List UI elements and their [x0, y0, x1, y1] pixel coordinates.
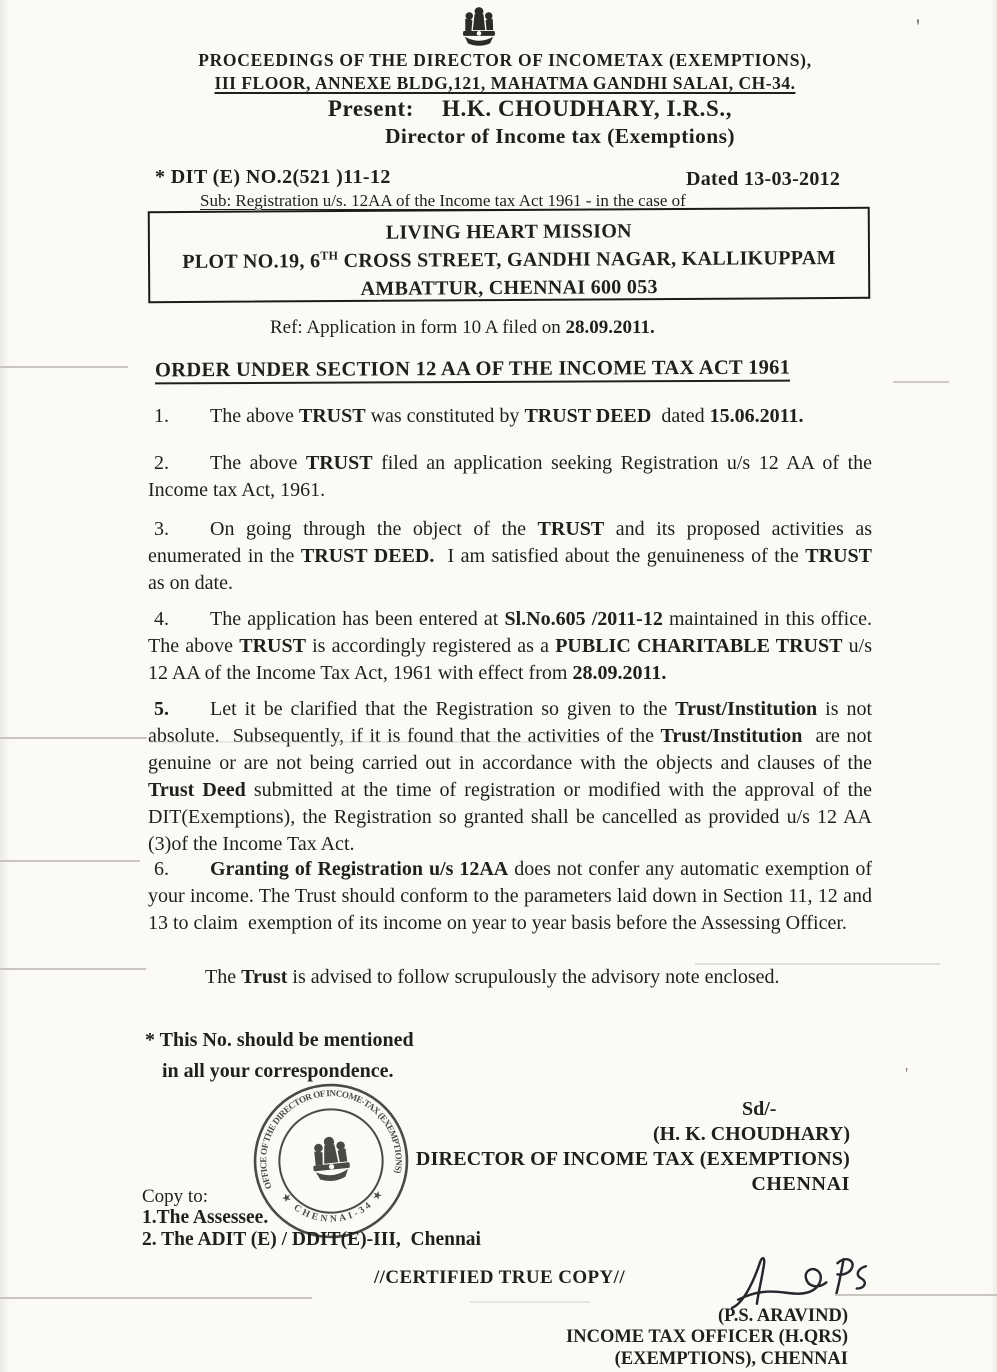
officer-name: (P.S. ARAVIND)	[717, 1306, 848, 1326]
paragraph-number: 4.	[154, 608, 169, 630]
order-heading: ORDER UNDER SECTION 12 AA OF THE INCOME TAX ACT 1961	[155, 357, 790, 383]
paragraph-3: 3. On going through the object of the TRUST and its proposed activities as enumerated in the TRUST DEED. I am satisfied about the genuineness of the TRUST as on date.	[148, 518, 872, 594]
certified-true-copy: //CERTIFIED TRUE COPY//	[374, 1267, 625, 1288]
scan-artifact-line	[893, 381, 949, 383]
sd-mark: Sd/-	[742, 1098, 777, 1120]
paragraph-5: 5. Let it be clarified that the Registration so given to the Trust/Institution is not absolute. Subsequently, if it is found that the activities of the Trust/Institution are not genuine or are not being carried out in accordance with the objects and clauses of the Trust Deed submitted at the time of registration or modified with the approval of the DIT(Exemptions), the Registration so granted shall be cancelled as provided u/s 12 AA (3)of the Income Tax Act.	[148, 698, 873, 855]
office-seal-stamp	[242, 1072, 420, 1250]
office-address: III FLOOR, ANNEXE BLDG,121, MAHATMA GANDHI SALAI, CH-34.	[214, 73, 796, 93]
scan-artifact-line	[695, 963, 940, 965]
subject-line: Sub: Registration u/s. 12AA of the Income tax Act 1961 - in the case of	[200, 191, 686, 210]
paragraph-number: 1.	[154, 405, 169, 427]
officer-title-1: INCOME TAX OFFICER (H.QRS)	[566, 1327, 848, 1347]
seal-ring-text: OFFICE OF THE DIRECTOR OF INCOME-TAX (EXEMPTIONS)	[258, 1088, 404, 1191]
paragraph-1: 1. The above TRUST was constituted by TRUST DEED dated 15.06.2011.	[148, 403, 872, 430]
copy-to-item-2: 2. The ADIT (E) / DDIT(E)-III, Chennai	[142, 1229, 481, 1250]
scan-artifact-line	[0, 968, 146, 970]
ordinal-superscript: TH	[320, 248, 339, 263]
paragraph-number: 5.	[154, 698, 169, 720]
copy-to-label: Copy to:	[142, 1186, 208, 1207]
scan-artifact-line	[0, 366, 128, 368]
date-line: Dated 13-03-2012	[686, 168, 841, 190]
svg-text:OFFICE OF THE DIRECTOR OF INCO	[251, 1081, 406, 1191]
signatory-title: DIRECTOR OF INCOME TAX (EXEMPTIONS)	[415, 1148, 850, 1170]
paragraph-4: 4. The application has been entered at Sl.No.605 /2011-12 maintained in this office. The above TRUST is accordingly registered as a PUBLIC CHARITABLE TRUST u/s 12 AA of the Income Tax Act, 1961 with effect from 28.09.2011.	[148, 608, 872, 684]
seal-bottom-text: ★ CHENNAI-34 ★	[279, 1188, 386, 1225]
assessee-box	[148, 207, 871, 303]
proceedings-title: PROCEEDINGS OF THE DIRECTOR OF INCOMETAX (EXEMPTIONS),	[198, 50, 812, 70]
scan-speck	[916, 14, 920, 40]
scan-speck	[905, 1064, 908, 1085]
advisory-line: The Trust is advised to follow scrupulously the advisory note enclosed.	[205, 966, 780, 988]
present-line	[170, 96, 890, 122]
scan-artifact-line	[0, 1297, 312, 1299]
signatory-place: CHENNAI	[751, 1173, 850, 1195]
scan-artifact-line	[0, 860, 140, 862]
footnote-line-2: in all your correspondence.	[162, 1060, 394, 1082]
officer-name-header: H.K. CHOUDHARY, I.R.S.,	[442, 96, 733, 121]
assessee-address-1: PLOT NO.19, 6TH CROSS STREET, GANDHI NAGAR, KALLIKUPPAM	[182, 247, 836, 273]
scan-artifact-line	[470, 1301, 590, 1303]
paragraph-number: 6.	[154, 858, 169, 880]
assessee-address-2: AMBATTUR, CHENNAI 600 053	[360, 276, 658, 300]
officer-title-2: (EXEMPTIONS), CHENNAI	[614, 1349, 848, 1369]
director-title-header: Director of Income tax (Exemptions)	[385, 124, 735, 148]
scan-artifact-line	[0, 737, 147, 739]
svg-text:★ CHENNAI-34 ★	[279, 1181, 388, 1230]
national-emblem-icon	[452, 0, 506, 46]
footnote-line-1: * This No. should be mentioned	[145, 1029, 414, 1051]
copy-to-item-1: 1.The Assessee.	[142, 1207, 269, 1228]
ref-application-line: Ref: Application in form 10 A filed on 28.09.2011.	[270, 317, 655, 338]
assessee-name: LIVING HEART MISSION	[385, 220, 632, 244]
paragraph-6: 6. Granting of Registration u/s 12AA does not confer any automatic exemption of your income. The Trust should conform to the parameters laid down in Section 11, 12 and 13 to claim exemption of its income on year to year basis before the Assessing Officer.	[148, 858, 873, 934]
paragraph-number: 3.	[154, 518, 169, 540]
paragraph-number: 2.	[154, 452, 169, 474]
paragraph-2: 2. The above TRUST filed an application seeking Registration u/s 12 AA of the Income tax Act, 1961.	[148, 452, 872, 501]
signatory-name: (H. K. CHOUDHARY)	[652, 1123, 850, 1145]
seal-emblem-icon	[310, 1135, 351, 1183]
file-number: * DIT (E) NO.2(521 )11-12	[155, 166, 391, 188]
present-label: Present:	[327, 96, 415, 121]
